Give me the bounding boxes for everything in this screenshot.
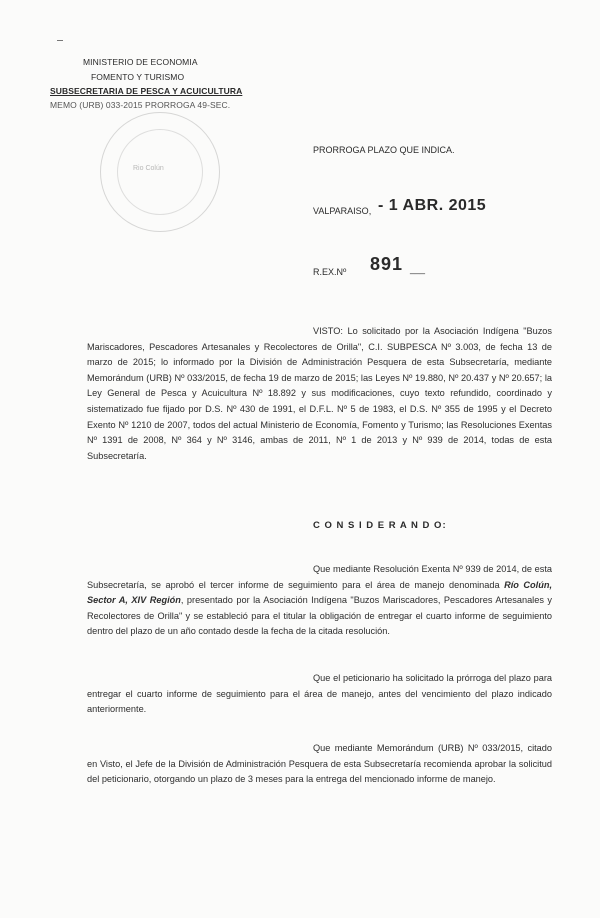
considerando-paragraph-1 — [87, 562, 552, 640]
header-fomento: FOMENTO Y TURISMO — [91, 72, 185, 82]
visto-text: VISTO: Lo solicitado por la Asociación Indígena "Buzos Mariscadores, Pescadores Artesanales y Recolectores de Orilla", C.I. SUBPESCA Nº 3.003, de fecha 13 de marzo de 2015; lo informado por la División de Administración Pesquera de esta Subsecretaría, mediante Memorándum (URB) Nº 033/2015, de fecha 19 de marzo de 2015; las Leyes Nº 19.880, Nº 20.437 y Nº 20.657; la Ley General de Pesca y Acuicultura Nº 18.892 y sus modificaciones, cuyo texto refundido, coordinado y sistematizado fue fijado por D.S. Nº 430 de 1991, el D.F.L. Nº 5 de 1983, el D.S. Nº 355 de 1995 y el Decreto Exento Nº 1210 de 2007, todos del actual Ministerio de Economía, Fomento y Turismo; las Resoluciones Exentas Nº 1391 de 2008, Nº 364 y Nº 3146, ambas de 2011, Nº 1 de 2013 y Nº 939 de 2014, todas de esta Subsecretaría. — [87, 326, 552, 461]
official-seal-stamp — [100, 112, 220, 232]
rex-label: R.EX.Nº — [313, 267, 347, 277]
p1-text-c: , presentado por la Asociación Indígena "Buzos Mariscadores, Pescadores Artesanales y Recolectores de Orilla" y se estableció para el titular la obligación de entregar el cuarto informe de seguimiento dentro del plazo de un año contado desde la fecha de la citada resolución. — [87, 595, 553, 637]
p1-area-name: Río Colún, Sector A, XIV Región — [87, 579, 552, 606]
place-label: VALPARAISO, — [313, 206, 372, 216]
seal-inner-ring — [117, 129, 203, 215]
header-subsecretaria: SUBSECRETARIA DE PESCA Y ACUICULTURA — [50, 86, 243, 96]
document-subject: PRORROGA PLAZO QUE INDICA. — [313, 145, 455, 155]
rex-suffix: ___ — [410, 264, 426, 274]
p1-text-a: Que mediante Resolución Exenta Nº 939 de 2014, de esta Subsecretaría, se aprobó el tercer informe de seguimiento para el área de manejo denominada — [87, 564, 552, 590]
considerando-heading: C O N S I D E R A N D O: — [313, 520, 447, 531]
considerando-paragraph-2: Que el peticionario ha solicitado la prórroga del plazo para entregar el cuarto informe de seguimiento para el área de manejo, antes del vencimiento del plazo indicado anteriormente. — [87, 673, 552, 715]
date-stamp: - 1 ABR. 2015 — [378, 197, 487, 214]
corner-mark — [57, 40, 63, 41]
header-memo-ref: MEMO (URB) 033-2015 PRORROGA 49-SEC. — [50, 100, 231, 110]
considerando-paragraph-3: Que mediante Memorándum (URB) Nº 033/2015, citado en Visto, el Jefe de la División de Administración Pesquera de esta Subsecretaría recomienda aprobar la solicitud del peticionario, otorgando un plazo de 3 meses para la entrega del mencionado informe de manejo. — [87, 743, 552, 785]
seal-text: Rio Colún — [133, 165, 164, 172]
header-ministry: MINISTERIO DE ECONOMIA — [83, 57, 198, 67]
rex-number: 891 — [370, 254, 404, 274]
